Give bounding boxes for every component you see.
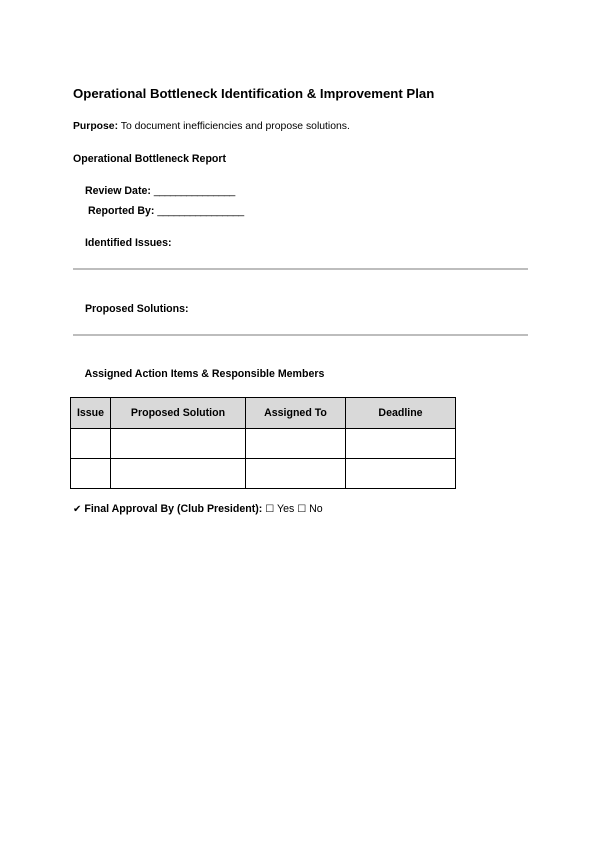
table-cell[interactable]: [111, 429, 246, 459]
assigned-actions-label: Assigned Action Items & Responsible Members: [84, 368, 325, 380]
assigned-actions-heading: [73, 368, 324, 380]
reported-by-label: Reported By:: [87, 205, 155, 217]
proposed-solutions-label: Proposed Solutions:: [84, 303, 189, 315]
proposed-solutions-heading: [73, 303, 189, 315]
table-cell[interactable]: [71, 459, 111, 489]
purpose-text: To document inefficiencies and propose solutions.: [118, 121, 350, 132]
no-checkbox-icon[interactable]: ☐: [297, 504, 307, 515]
table-row: [71, 429, 456, 459]
reported-by-blank[interactable]: ________________: [157, 205, 244, 217]
identified-issues-label: Identified Issues:: [84, 237, 172, 249]
proposed-solutions-divider: [73, 334, 528, 336]
document-title: Operational Bottleneck Identification & Improvement Plan: [73, 86, 435, 101]
header-assigned-to: Assigned To: [246, 398, 346, 429]
review-date-field: [73, 185, 235, 197]
purpose-line: [73, 121, 350, 132]
table-cell[interactable]: [71, 429, 111, 459]
final-approval-line: [73, 503, 323, 515]
no-label: No: [309, 503, 323, 515]
yes-label: Yes: [276, 503, 295, 515]
table-row: [71, 459, 456, 489]
reported-by-field: [76, 205, 244, 217]
final-approval-label: Final Approval By (Club President):: [84, 503, 263, 515]
table-cell[interactable]: [246, 459, 346, 489]
purpose-label: Purpose:: [73, 121, 119, 132]
table-cell[interactable]: [346, 459, 456, 489]
table-header-row: [71, 398, 456, 429]
table-cell[interactable]: [111, 459, 246, 489]
table-cell[interactable]: [346, 429, 456, 459]
review-date-blank[interactable]: _______________: [153, 185, 235, 197]
action-items-table: [70, 397, 456, 489]
header-issue: Issue: [71, 398, 111, 429]
identified-issues-divider: [73, 268, 528, 270]
report-title: Operational Bottleneck Report: [73, 153, 227, 165]
yes-checkbox-icon[interactable]: ☐: [265, 504, 275, 515]
header-deadline: Deadline: [346, 398, 456, 429]
checkmark-icon: ✔: [73, 504, 82, 515]
review-date-label: Review Date:: [84, 185, 151, 197]
identified-issues-heading: [73, 237, 172, 249]
header-proposed-solution: Proposed Solution: [111, 398, 246, 429]
table-cell[interactable]: [246, 429, 346, 459]
